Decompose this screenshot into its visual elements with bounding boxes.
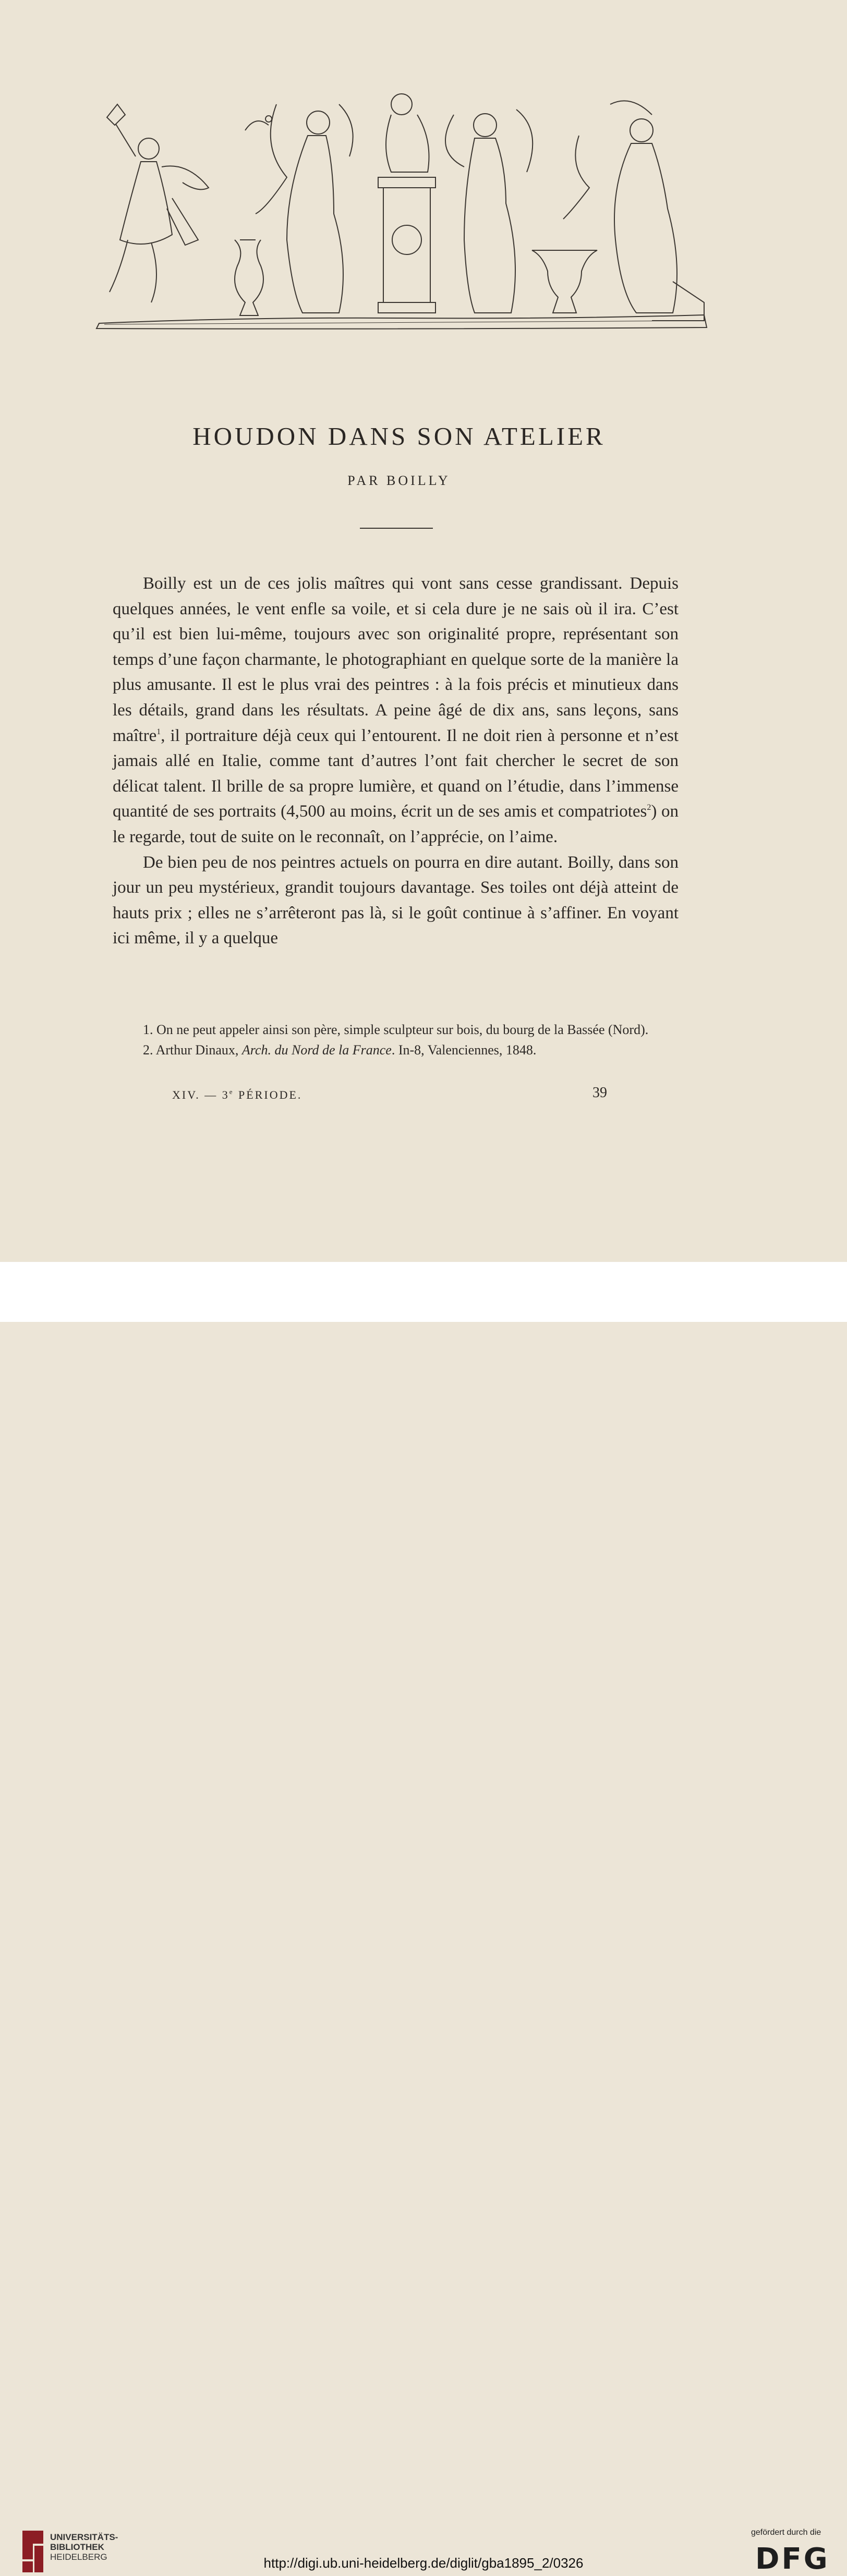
dfg-logo[interactable]: DFG	[755, 2542, 830, 2576]
footnote-ref-2: 2	[647, 803, 651, 812]
library-name-line-1: UNIVERSITÄTS-	[50, 2532, 118, 2542]
paragraph-1	[113, 571, 679, 850]
library-name-line-2: BIBLIOTHEK	[50, 2542, 104, 2552]
sponsor-text: gefördert durch die	[751, 2528, 821, 2537]
series-label-text: XIV. — 3	[172, 1088, 229, 1101]
footnote-1: 1. On ne peut appeler ainsi son père, simple sculpteur sur bois, du bourg de la Bassée (Nord).	[143, 1022, 649, 1037]
paragraph-1-part-c: ) on le regarde, tout de suite on le reconnaît, on l’apprécie, on l’aime.	[113, 802, 679, 846]
series-label-end: PÉRIODE.	[234, 1088, 302, 1101]
library-name-line-3: HEIDELBERG	[50, 2552, 107, 2562]
classical-frieze-illustration	[89, 83, 715, 334]
viewer-footer-bar	[0, 1262, 847, 2576]
permalink-url[interactable]: http://digi.ub.uni-heidelberg.de/diglit/gba1895_2/0326	[263, 2555, 584, 2571]
footnote-2-details: . In-8, Valenciennes, 1848.	[391, 1042, 537, 1058]
footnote-2-title: Arch. du Nord de la France	[241, 1042, 392, 1058]
paragraph-2: De bien peu de nos peintres actuels on pourra en dire autant. Boilly, dans son jour un peu mystérieux, grandit toujours davantage. Ses toiles ont déjà atteint de hauts prix ; elles ne s’arrêteront pas là, si le goût continue à s’affiner. En voyant ici même, il y a quelque	[113, 853, 679, 948]
article-title: HOUDON DANS SON ATELIER	[192, 422, 606, 451]
article-byline: PAR BOILLY	[347, 473, 451, 488]
footnote-ref-1: 1	[156, 727, 161, 736]
footnotes	[113, 1019, 679, 1060]
series-label	[172, 1088, 302, 1102]
footnote-2-author: 2. Arthur Dinaux,	[143, 1042, 242, 1058]
paragraph-1-part-b: , il portraiture déjà ceux qui l’entourent. Il ne doit rien à personne et n’est jamais allé en Italie, comme tant d’autres l’ont fait chercher le secret de son délicat talent. Il brille de sa propre lumière, et quand on l’étudie, dans l’immense quantité de ses portraits (4,500 au moins, écrit un de ses amis et compatriotes	[113, 726, 679, 821]
scanned-page	[0, 0, 847, 1262]
page-number: 39	[592, 1085, 607, 1101]
title-rule	[360, 528, 433, 529]
footnote-2	[113, 1040, 679, 1060]
article-body	[113, 571, 679, 951]
series-label-sup: e	[229, 1088, 234, 1096]
paragraph-1-part-a: Boilly est un de ces jolis maîtres qui vont sans cesse grandissant. Depuis quelques années, le vent enfle sa voile, et si cela dure je ne sais où il ira. C’est qu’il est bien lui-même, toujours avec son originalité propre, représentant son temps d’une façon charmante, le photographiant en quelque sorte de la manière la plus amusante. Il est le plus vrai des peintres : à la fois précis et minutieux dans les détails, grand dans les résultats. A peine âgé de dix ans, sans leçons, sans maître	[113, 574, 679, 745]
